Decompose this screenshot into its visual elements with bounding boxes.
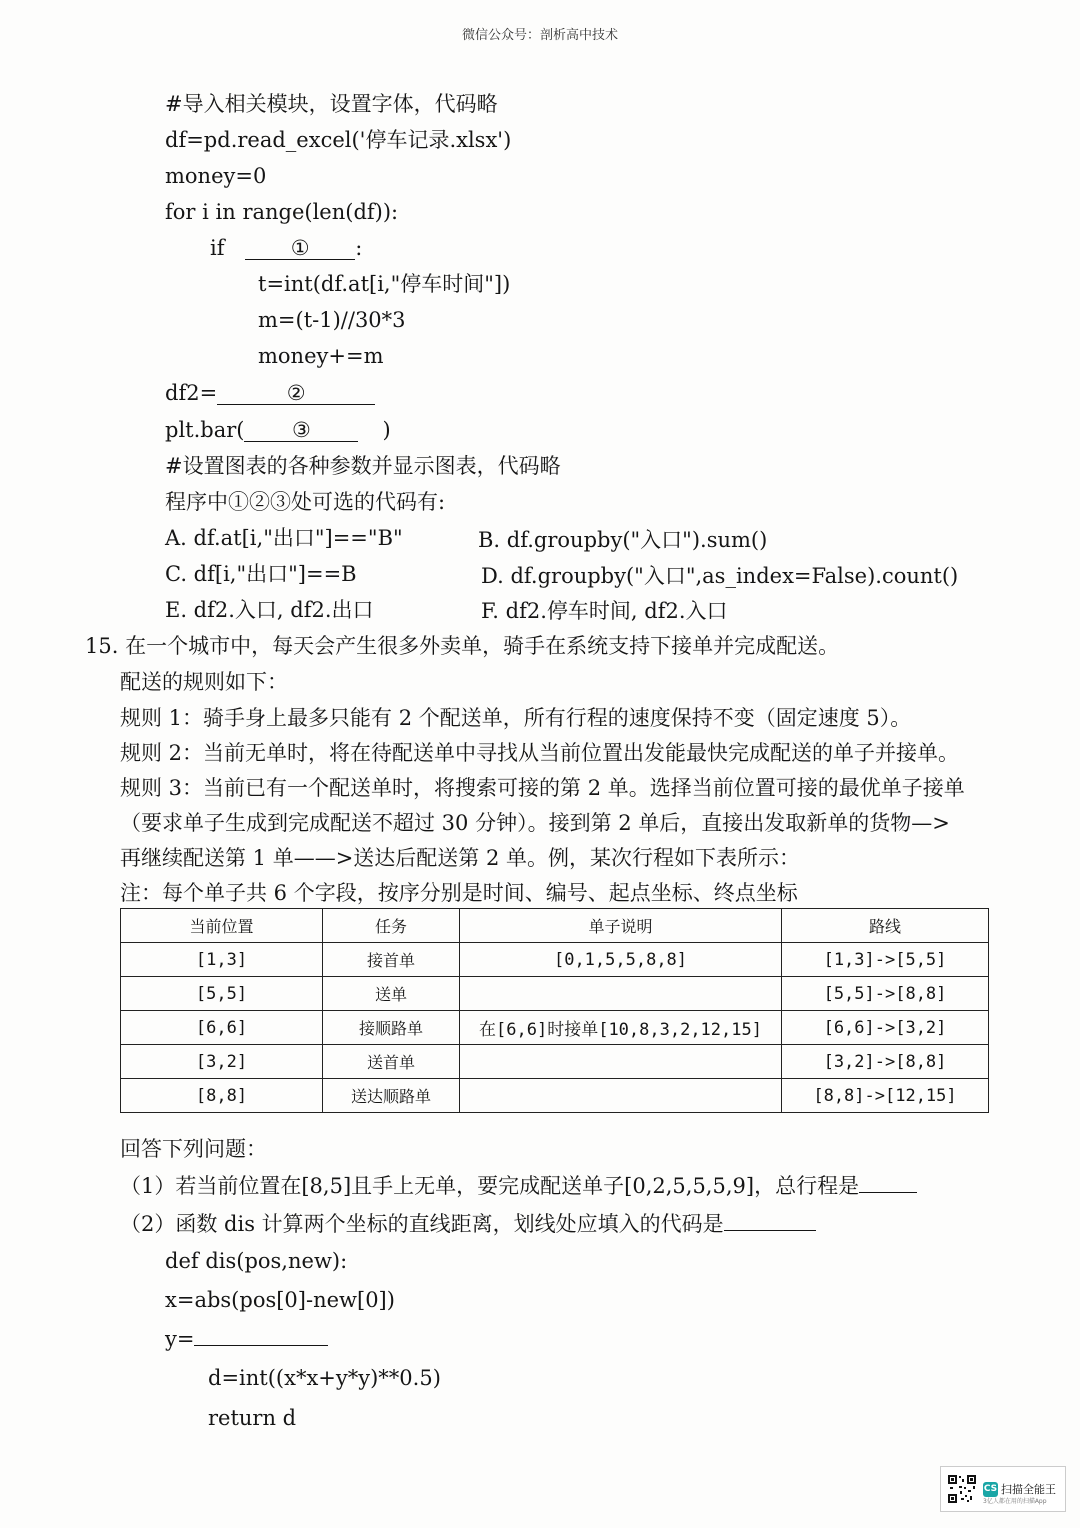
code-line-if [210, 234, 362, 262]
task-cell: 送首单 [323, 1045, 460, 1079]
code-line-bar [165, 416, 391, 444]
route-table [120, 908, 989, 1113]
answer-blank [724, 1230, 816, 1231]
pos-cell: [8,8] [121, 1079, 323, 1113]
y-assign: y= [165, 1327, 195, 1351]
desc-cell [460, 977, 782, 1011]
rule-2: 规则 2：当前无单时，将在待配送单中寻找从当前位置出发能最快完成配送的单子并接单。 [120, 741, 960, 765]
code-line: for i in range(len(df)): [165, 200, 399, 224]
rules-intro: 配送的规则如下： [120, 670, 288, 694]
sub-question-1 [120, 1172, 917, 1200]
code-line: d=int((x*x+y*y)**0.5) [208, 1366, 441, 1390]
colon: : [355, 236, 363, 260]
note: 注：每个单子共 6 个字段，按序分别是时间、编号、起点坐标、终点坐标 [120, 881, 798, 905]
task-cell: 接首单 [323, 943, 460, 977]
option-e: E. df2.入口, df2.出口 [165, 598, 374, 622]
desc-cell: [0,1,5,5,8,8] [460, 943, 782, 977]
bar-close: ) [382, 418, 391, 442]
scanner-subtitle: 3亿人都在用的扫描App [983, 1498, 1047, 1505]
df2-assign: df2= [165, 381, 218, 405]
rule-3: 规则 3：当前已有一个配送单时，将搜索可接的第 2 单。选择当前位置可接的最优单子接单 [120, 776, 965, 800]
code-line: def dis(pos,new): [165, 1249, 348, 1273]
task-cell: 送达顺路单 [323, 1079, 460, 1113]
table-row [121, 1079, 989, 1113]
bar-call: plt.bar( [165, 418, 245, 442]
sub-question-2 [120, 1210, 816, 1238]
option-c: C. df[i,"出口"]==B [165, 562, 357, 586]
answer-intro: 回答下列问题： [120, 1137, 267, 1161]
code-line: return d [208, 1406, 297, 1430]
code-line: money=0 [165, 164, 267, 188]
table-row [121, 977, 989, 1011]
header-cell: 当前位置 [121, 909, 323, 943]
code-line: #设置图表的各种参数并显示图表，代码略 [165, 454, 561, 478]
camscanner-logo: CS [983, 1482, 998, 1497]
pos-cell: [3,2] [121, 1045, 323, 1079]
answer-blank [859, 1192, 917, 1193]
table-row [121, 1011, 989, 1045]
route-cell: [8,8]->[12,15] [782, 1079, 989, 1113]
task-cell: 接顺路单 [323, 1011, 460, 1045]
blank-2: ② [217, 382, 375, 405]
rule-1: 规则 1：骑手身上最多只能有 2 个配送单，所有行程的速度保持不变（固定速度 5）。 [120, 706, 912, 730]
option-a: A. df.at[i,"出口"]=="B" [165, 526, 403, 550]
header-cell: 任务 [323, 909, 460, 943]
rule-3-cont: 再继续配送第 1 单——>送达后配送第 2 单。例，某次行程如下表所示： [120, 846, 801, 870]
code-line: df=pd.read_excel('停车记录.xlsx') [165, 128, 512, 152]
header-cell: 单子说明 [460, 909, 782, 943]
table-header-row [121, 909, 989, 943]
code-line-df2 [165, 379, 375, 407]
code-blank [194, 1345, 328, 1346]
desc-cell [460, 1079, 782, 1113]
options-intro: 程序中①②③处可选的代码有: [165, 490, 446, 514]
option-b: B. df.groupby("入口").sum() [478, 528, 768, 552]
code-line: x=abs(pos[0]-new[0]) [165, 1288, 395, 1312]
table-row [121, 1045, 989, 1079]
desc-cell: 在[6,6]时接单[10,8,3,2,12,15] [460, 1011, 782, 1045]
code-line-y [165, 1325, 328, 1353]
route-cell: [6,6]->[3,2] [782, 1011, 989, 1045]
q15-title: 15. 在一个城市中，每天会产生很多外卖单，骑手在系统支持下接单并完成配送。 [85, 634, 840, 658]
sub-question-2-text: （2）函数 dis 计算两个坐标的直线距离，划线处应填入的代码是 [120, 1212, 724, 1236]
option-f: F. df2.停车时间, df2.入口 [481, 599, 728, 623]
blank-3: ③ [244, 419, 358, 442]
sub-question-1-text: （1）若当前位置在[8,5]且手上无单，要完成配送单子[0,2,5,5,5,9]，总行程是 [120, 1174, 860, 1198]
desc-cell [460, 1045, 782, 1079]
rule-3-cont: （要求单子生成到完成配送不超过 30 分钟）。接到第 2 单后，直接出发取新单的货物—> [120, 811, 950, 835]
option-d: D. df.groupby("入口",as_index=False).count() [481, 564, 959, 588]
code-line: t=int(df.at[i,"停车时间"]) [258, 272, 511, 296]
pos-cell: [1,3] [121, 943, 323, 977]
route-cell: [5,5]->[8,8] [782, 977, 989, 1011]
scanner-title: 扫描全能王 [1001, 1483, 1056, 1496]
code-line: m=(t-1)//30*3 [258, 308, 406, 332]
route-cell: [1,3]->[5,5] [782, 943, 989, 977]
route-cell: [3,2]->[8,8] [782, 1045, 989, 1079]
table-row [121, 943, 989, 977]
if-keyword: if [210, 236, 225, 260]
code-line: #导入相关模块，设置字体，代码略 [165, 92, 498, 116]
page-header: 微信公众号：剖析高中技术 [461, 28, 618, 43]
code-line: money+=m [258, 344, 384, 368]
qr-code-icon [947, 1474, 977, 1504]
pos-cell: [6,6] [121, 1011, 323, 1045]
pos-cell: [5,5] [121, 977, 323, 1011]
scanner-badge [940, 1466, 1066, 1512]
task-cell: 送单 [323, 977, 460, 1011]
blank-1: ① [245, 237, 355, 260]
header-cell: 路线 [782, 909, 989, 943]
